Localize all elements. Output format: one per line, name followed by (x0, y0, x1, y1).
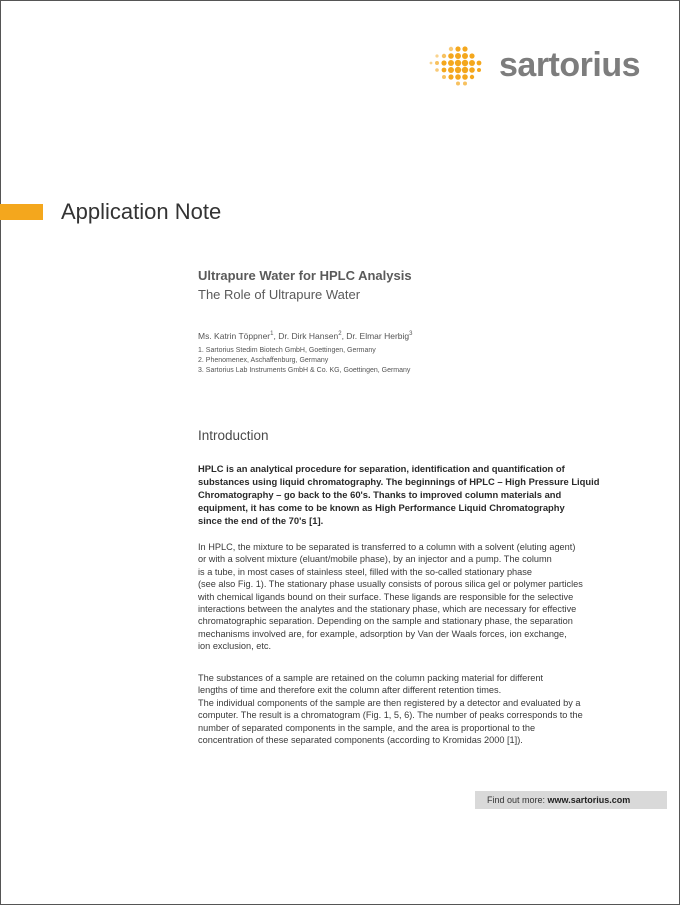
text-line: The substances of a sample are retained on the column packing material for different (198, 673, 544, 683)
text-line: Chromatography – go back to the 60's. Thanks to improved column materials and (198, 489, 562, 500)
find-out-more-banner (475, 791, 667, 809)
text-line: (see also Fig. 1). The stationary phase usually consists of porous silica gel or polymer particles (198, 579, 583, 590)
introduction-lead-paragraph (198, 462, 610, 527)
text-line: substances using liquid chromatography. The beginnings of HPLC – High Pressure Liquid (198, 476, 600, 487)
text-line: equipment, it has come to be known as High Performance Liquid Chromatography (198, 502, 565, 513)
article-title: Ultrapure Water for HPLC Analysis (198, 268, 412, 283)
text-line: with chemical ligands bound on their surface. These ligands are responsible for the selective (198, 591, 574, 602)
text-line: The individual components of the sample are then registered by a detector and evaluated by a (198, 697, 581, 708)
text-line: or with a solvent mixture (eluant/mobile phase), by an injector and a pump. The column (198, 554, 552, 565)
text-line: is a tube, in most cases of stainless steel, filled with the so-called stationary phase (198, 566, 532, 577)
text-line: concentration of these separated components (according to Kromidas 2000 [1]). (198, 735, 523, 746)
text-line: ion exclusion, etc. (198, 641, 272, 652)
text-line: mechanisms involved are, for example, adsorption by Van der Waals forces, ion exchange, (198, 628, 567, 639)
header-accent-bar (0, 204, 43, 220)
affiliation-list (198, 346, 618, 376)
text-line: number of separated components in the sample, and the area is proportional to the (198, 722, 536, 733)
find-out-more-label: Find out more: (487, 795, 548, 805)
author-superscript: 1 (270, 331, 274, 337)
author-name: Dr. Elmar Herbig (346, 330, 410, 341)
logo-dots-icon (428, 44, 492, 86)
text-line: HPLC is an analytical procedure for separation, identification and quantification of (198, 463, 565, 474)
body-paragraph-retention (198, 672, 618, 746)
author-superscript: 2 (338, 331, 342, 337)
author-separator: , (341, 330, 347, 341)
author-superscript: 3 (409, 331, 413, 337)
affiliation-item: 3. Sartorius Lab Instruments GmbH & Co. KG, Goettingen, Germany (198, 367, 411, 374)
author-list (198, 328, 618, 342)
author-separator: , (273, 330, 279, 341)
text-line: lengths of time and therefore exit the column after different retention times. (198, 685, 502, 696)
text-line: since the end of the 70's [1]. (198, 515, 324, 526)
article-subtitle: The Role of Ultrapure Water (198, 287, 361, 302)
author-name: Dr. Dirk Hansen (278, 330, 339, 341)
text-line: computer. The result is a chromatogram (Fig. 1, 5, 6). The number of peaks corresponds to the (198, 710, 583, 721)
affiliation-item: 2. Phenomenex, Aschaffenburg, Germany (198, 357, 329, 364)
author-name: Ms. Katrin Töppner (198, 330, 271, 341)
text-line: chromatographic separation. Depending on the sample and stationary phase, the separation (198, 616, 573, 627)
body-paragraph-hplc (198, 541, 618, 653)
text-line: In HPLC, the mixture to be separated is transferred to a column with a solvent (eluting agent) (198, 542, 576, 552)
text-line: interactions between the analytes and the stationary phase, which are necessary for effective (198, 604, 577, 615)
introduction-heading: Introduction (198, 428, 269, 443)
logo-wordmark: sartorius (499, 46, 640, 84)
sartorius-logo (428, 44, 638, 86)
document-type-heading: Application Note (61, 199, 222, 224)
affiliation-item: 1. Sartorius Stedim Biotech GmbH, Goettingen, Germany (198, 347, 376, 354)
website-link[interactable]: www.sartorius.com (547, 795, 631, 805)
find-out-more-text (487, 791, 630, 809)
